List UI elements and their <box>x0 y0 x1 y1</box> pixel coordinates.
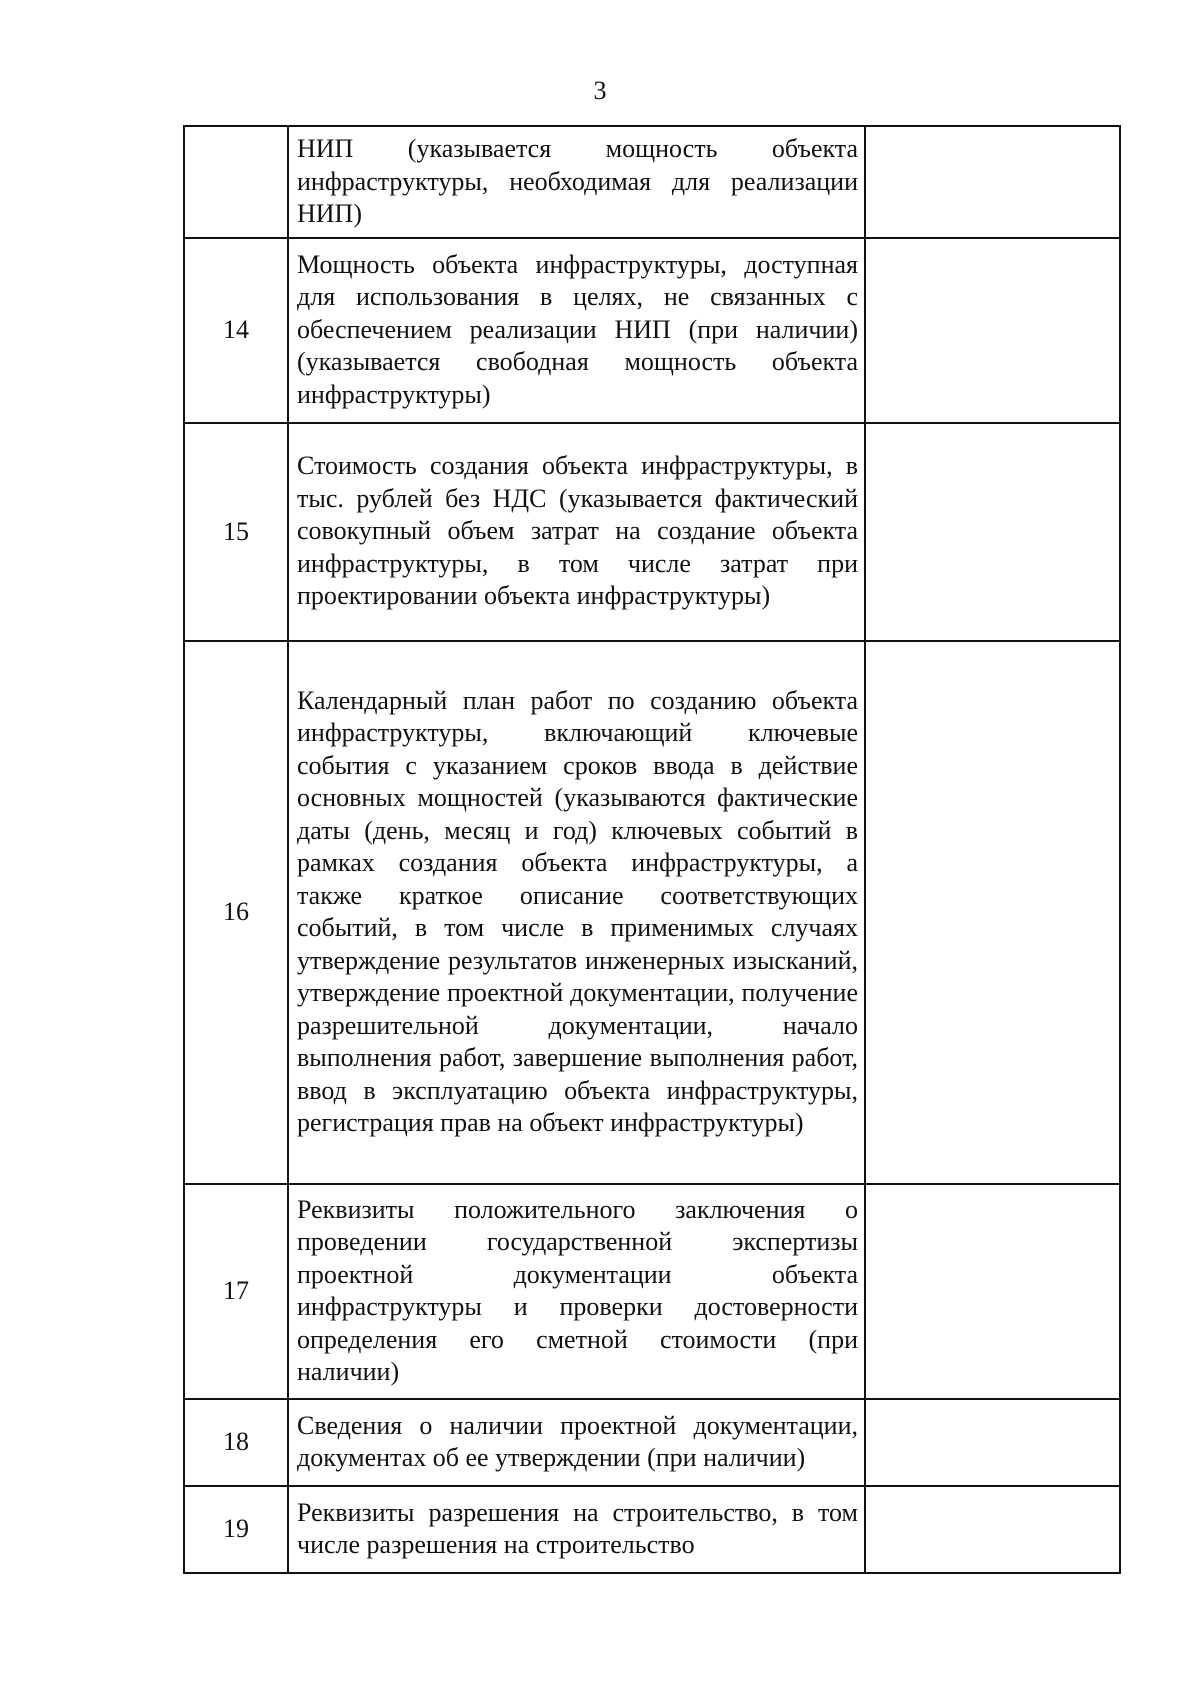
row-value-cell[interactable] <box>865 238 1120 423</box>
row-description-cell: Сведения о наличии проектной документации, документах об ее утверждении (при наличии) <box>288 1399 865 1486</box>
row-value-cell[interactable] <box>865 1399 1120 1486</box>
row-value-cell[interactable] <box>865 423 1120 641</box>
row-description-cell: НИП (указывается мощность объекта инфраструктуры, необходимая для реализации НИП) <box>288 126 865 238</box>
table-row <box>184 1486 1120 1573</box>
row-number-cell: 18 <box>184 1399 288 1486</box>
row-number-cell <box>184 126 288 238</box>
row-value-cell[interactable] <box>865 641 1120 1184</box>
row-value-cell[interactable] <box>865 126 1120 238</box>
row-number-cell: 14 <box>184 238 288 423</box>
row-number-cell: 15 <box>184 423 288 641</box>
requirements-table <box>183 125 1121 1574</box>
row-number-cell: 17 <box>184 1184 288 1399</box>
table-row <box>184 641 1120 1184</box>
table-row <box>184 1184 1120 1399</box>
row-description-cell: Стоимость создания объекта инфраструктуры, в тыс. рублей без НДС (указывается фактический совокупный объем затрат на создание объекта инфраструктуры, в том числе затрат при проектировании объекта инфраструктуры) <box>288 423 865 641</box>
row-value-cell[interactable] <box>865 1486 1120 1573</box>
page-number: 3 <box>593 76 607 105</box>
row-number-cell: 19 <box>184 1486 288 1573</box>
row-description-cell: Мощность объекта инфраструктуры, доступная для использования в целях, не связанных с обеспечением реализации НИП (при наличии) (указывается свободная мощность объекта инфраструктуры) <box>288 238 865 423</box>
table-row <box>184 238 1120 423</box>
row-number-cell: 16 <box>184 641 288 1184</box>
row-description-cell: Реквизиты разрешения на строительство, в том числе разрешения на строительство <box>288 1486 865 1573</box>
row-value-cell[interactable] <box>865 1184 1120 1399</box>
row-description-cell: Календарный план работ по созданию объекта инфраструктуры, включающий ключевые события с указанием сроков ввода в действие основных мощностей (указываются фактические даты (день, месяц и год) ключевых событий в рамках создания объекта инфраструктуры, а также краткое описание соответствующих событий, в том числе в применимых случаях утверждение результатов инженерных изысканий, утверждение проектной документации, получение разрешительной документации, начало выполнения работ, завершение выполнения работ, ввод в эксплуатацию объекта инфраструктуры, регистрация прав на объект инфраструктуры) <box>288 641 865 1184</box>
table-row <box>184 126 1120 238</box>
table-row <box>184 1399 1120 1486</box>
table-row <box>184 423 1120 641</box>
row-description-cell: Реквизиты положительного заключения о проведении государственной экспертизы проектной документации объекта инфраструктуры и проверки достоверности определения его сметной стоимости (при наличии) <box>288 1184 865 1399</box>
